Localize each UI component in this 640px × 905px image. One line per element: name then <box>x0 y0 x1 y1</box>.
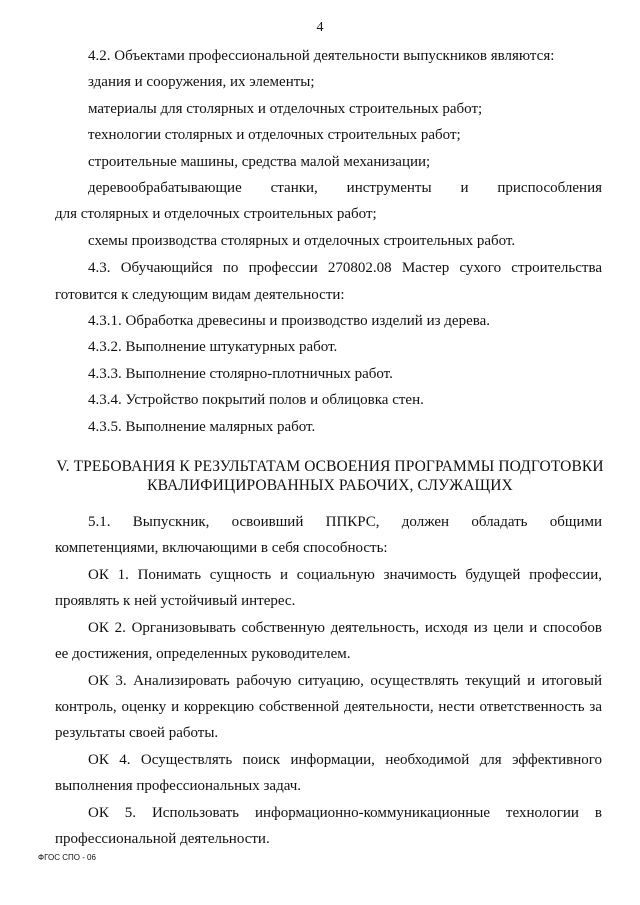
competence-ok1-line1: ОК 1. Понимать сущность и социальную значимость будущей профессии, <box>88 567 602 583</box>
section-heading-line1: V. ТРЕБОВАНИЯ К РЕЗУЛЬТАТАМ ОСВОЕНИЯ ПРОГРАММЫ ПОДГОТОВКИ <box>56 458 604 475</box>
list-item: здания и сооружения, их элементы; <box>88 74 315 90</box>
paragraph-5-1-line2: компетенциями, включающими в себя способность: <box>55 540 388 556</box>
list-item: 4.3.1. Обработка древесины и производство изделий из дерева. <box>88 313 491 329</box>
list-item-continuation: для столярных и отделочных строительных работ; <box>55 206 377 222</box>
list-item: технологии столярных и отделочных строительных работ; <box>88 127 461 143</box>
list-item: строительные машины, средства малой механизации; <box>88 154 431 170</box>
paragraph-4-3-line1: 4.3. Обучающийся по профессии 270802.08 Мастер сухого строительства <box>88 260 602 276</box>
paragraph-4-2-title: 4.2. Объектами профессиональной деятельности выпускников являются: <box>88 48 555 64</box>
competence-ok4-line2: выполнения профессиональных задач. <box>55 778 302 794</box>
list-item: деревообрабатывающие станки, инструменты и приспособления <box>88 180 602 196</box>
competence-ok5-line1: ОК 5. Использовать информационно-коммуникационные технологии в <box>88 805 602 821</box>
competence-ok3-line1: ОК 3. Анализировать рабочую ситуацию, осуществлять текущий и итоговый <box>88 673 602 689</box>
list-item: 4.3.5. Выполнение малярных работ. <box>88 419 316 435</box>
footer-code: ФГОС СПО - 06 <box>38 853 96 862</box>
list-item: схемы производства столярных и отделочных строительных работ. <box>88 233 516 249</box>
competence-ok5-line2: профессиональной деятельности. <box>55 831 270 847</box>
list-item: материалы для столярных и отделочных строительных работ; <box>88 101 483 117</box>
section-heading-line2: КВАЛИФИЦИРОВАННЫХ РАБОЧИХ, СЛУЖАЩИХ <box>147 477 513 494</box>
list-item: 4.3.3. Выполнение столярно-плотничных работ. <box>88 366 393 382</box>
competence-ok4-line1: ОК 4. Осуществлять поиск информации, необходимой для эффективного <box>88 752 602 768</box>
competence-ok3-line2: контроль, оценку и коррекцию собственной деятельности, нести ответственность за <box>55 699 602 715</box>
page-number: 4 <box>316 20 324 35</box>
paragraph-5-1-line1: 5.1. Выпускник, освоивший ППКРС, должен обладать общими <box>88 514 602 530</box>
competence-ok2-line2: ее достижения, определенных руководителем. <box>55 646 351 662</box>
list-item: 4.3.2. Выполнение штукатурных работ. <box>88 339 338 355</box>
paragraph-4-3-line2: готовится к следующим видам деятельности: <box>55 287 345 303</box>
competence-ok2-line1: ОК 2. Организовывать собственную деятельность, исходя из цели и способов <box>88 620 602 636</box>
competence-ok3-line3: результаты своей работы. <box>55 725 219 741</box>
list-item: 4.3.4. Устройство покрытий полов и облицовка стен. <box>88 392 424 408</box>
competence-ok1-line2: проявлять к ней устойчивый интерес. <box>55 593 296 609</box>
